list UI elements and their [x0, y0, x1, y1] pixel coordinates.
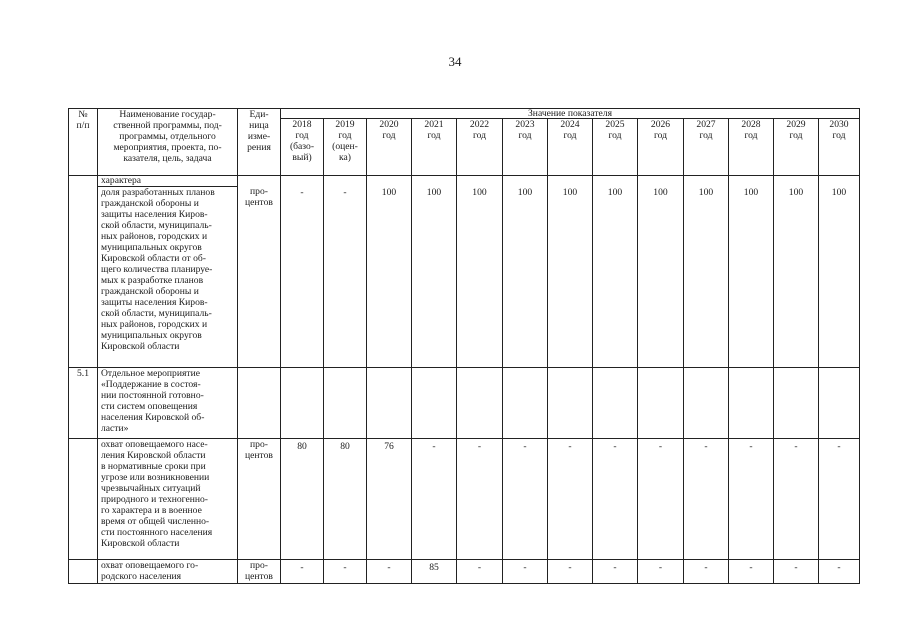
cell-value: -	[548, 560, 593, 584]
cell-value: -	[593, 560, 638, 584]
cell-value: 100	[638, 176, 684, 368]
cell-value	[684, 368, 729, 439]
cell-value: -	[503, 439, 548, 560]
cell-value: -	[819, 560, 860, 584]
table-row	[69, 560, 860, 584]
cell-value: -	[819, 439, 860, 560]
cell-value: 80	[281, 439, 324, 560]
row-name: охват оповещаемого насе- ления Кировской области в нормативные сроки при угрозе или возникновении чрезвычайных ситуаций природного и техногенно- го характера и в военное время от общей численно- сти постоянного населения Кировской области	[98, 439, 238, 560]
cell-value: -	[593, 439, 638, 560]
cell-value: 100	[503, 176, 548, 368]
header-year: 2019 год (оцен- ка)	[324, 119, 367, 176]
cell-value	[281, 368, 324, 439]
cell-value	[638, 368, 684, 439]
cell-value: -	[324, 176, 367, 368]
cell-value: -	[729, 560, 774, 584]
table-row	[69, 439, 860, 560]
cell-value: -	[457, 439, 503, 560]
cell-value: -	[638, 439, 684, 560]
header-year: 2030 год	[819, 119, 860, 176]
cell-value	[457, 368, 503, 439]
header-unit: Еди- ница изме- рения	[238, 109, 281, 176]
cell-value: 100	[729, 176, 774, 368]
cell-value: 100	[367, 176, 412, 368]
cell-value: -	[638, 560, 684, 584]
page-number: 34	[448, 54, 462, 69]
indicator-table	[68, 108, 860, 584]
cell-value: 100	[548, 176, 593, 368]
cell-value: -	[774, 439, 819, 560]
cell-value: 100	[457, 176, 503, 368]
row-num	[69, 439, 98, 560]
cell-value: -	[684, 439, 729, 560]
cell-value: 100	[774, 176, 819, 368]
header-year: 2024 год	[548, 119, 593, 176]
cell-value: -	[324, 560, 367, 584]
header-year: 2029 год	[774, 119, 819, 176]
header-year: 2018 год (базо- вый)	[281, 119, 324, 176]
cell-value	[729, 368, 774, 439]
cell-value: -	[457, 560, 503, 584]
header-year: 2025 год	[593, 119, 638, 176]
cell-value	[412, 368, 457, 439]
row-name	[98, 176, 238, 368]
cell-value: -	[281, 560, 324, 584]
row-name: охват оповещаемого го- родского населения	[98, 560, 238, 584]
table-row	[69, 368, 860, 439]
cell-value	[367, 368, 412, 439]
row-name: Отдельное мероприятие «Поддержание в состоя- нии постоянной готовно- сти систем оповещения населения Кировской об- ласти»	[98, 368, 238, 439]
row-name-continuation: характера	[98, 176, 238, 187]
cell-value: 100	[819, 176, 860, 368]
row-unit: про- центов	[238, 560, 281, 584]
row-unit: про- центов	[238, 439, 281, 560]
header-year: 2020 год	[367, 119, 412, 176]
row-num	[69, 176, 98, 368]
cell-value: -	[548, 439, 593, 560]
header-year: 2022 год	[457, 119, 503, 176]
cell-value: 100	[412, 176, 457, 368]
cell-value: 76	[367, 439, 412, 560]
cell-value	[774, 368, 819, 439]
cell-value	[548, 368, 593, 439]
cell-value: 80	[324, 439, 367, 560]
row-num: 5.1	[69, 368, 98, 439]
header-num: № п/п	[69, 109, 98, 176]
cell-value	[503, 368, 548, 439]
row-unit: про- центов	[238, 176, 281, 368]
header-year: 2023 год	[503, 119, 548, 176]
cell-value	[819, 368, 860, 439]
cell-value: -	[412, 439, 457, 560]
cell-value	[593, 368, 638, 439]
cell-value: -	[281, 176, 324, 368]
row-name-text: доля разработанных планов гражданской обороны и защиты населения Киров- ской области, муниципаль- ных районов, городских и муниципальных округов Кировской области от об- щего количества планируе- мых к разработке планов гражданской обороны и защиты населения Киров- ской области, муниципаль- ных районов, городских и муниципальных округов Кировской области	[101, 187, 215, 352]
row-num	[69, 560, 98, 584]
header-year: 2021 год	[412, 119, 457, 176]
cell-value: 100	[684, 176, 729, 368]
cell-value: -	[503, 560, 548, 584]
cell-value	[324, 368, 367, 439]
header-year: 2028 год	[729, 119, 774, 176]
header-year: 2026 год	[638, 119, 684, 176]
cell-value: 100	[593, 176, 638, 368]
cell-value: 85	[412, 560, 457, 584]
cell-value: -	[729, 439, 774, 560]
row-unit	[238, 368, 281, 439]
cell-value: -	[774, 560, 819, 584]
table-row	[69, 176, 860, 368]
header-name: Наименование государ- ственной программы, под- программы, отдельного мероприятия, проекта, по- казателя, цель, задача	[98, 109, 238, 176]
header-values-group: Значение показателя	[281, 109, 860, 119]
header-year: 2027 год	[684, 119, 729, 176]
cell-value: -	[684, 560, 729, 584]
cell-value: -	[367, 560, 412, 584]
